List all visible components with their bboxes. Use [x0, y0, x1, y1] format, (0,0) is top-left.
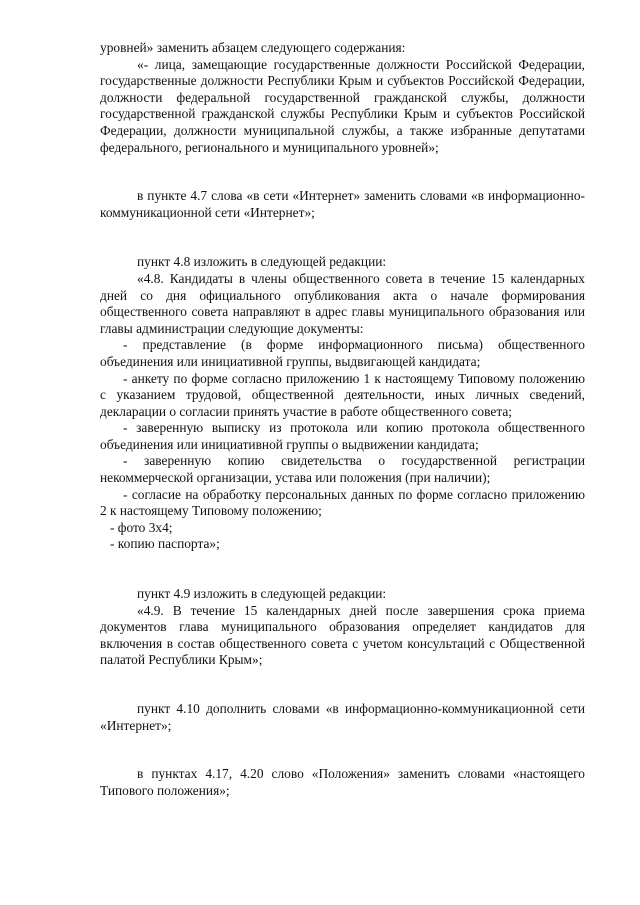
paragraph-gap: [100, 553, 585, 586]
list-item-document: - анкету по форме согласно приложению 1 к настоящему Типовому положению с указанием трудовой, общественной деятельности, иных личных сведений, декларации о согласии принять участие в работе общественного совета;: [100, 370, 585, 419]
paragraph-item-4-8-quote: «4.8. Кандидаты в члены общественного совета в течение 15 календарных дней со дня официального опубликования акта о начале формирования общественного совета направляют в адрес главы муниципального образования или главы администрации следующие документы:: [100, 270, 585, 336]
list-item-document: - представление (в форме информационного письма) общественного объединения или инициативной группы, выдвигающей кандидата;: [100, 337, 585, 369]
paragraph-quote-officials: «- лица, замещающие государственные должности Российской Федерации, государственные должности Республики Крым и субъектов Российской Федерации, должности федеральной государственной гражданской службы, должности государственной гражданской службы Республики Крым и субъектов Российской Федерации, должности муниципальной службы, а также избранные депутатами федерального, регионального и муниципального уровней»;: [100, 56, 585, 155]
paragraph-item-4-9-intro: пункт 4.9 изложить в следующей редакции:: [137, 586, 387, 602]
paragraph-gap: [100, 669, 585, 701]
list-item-document: - заверенную выписку из протокола или копию протокола общественного объединения или инициативной группы о выдвижении кандидата;: [100, 420, 585, 452]
list-item-document: - заверенную копию свидетельства о государственной регистрации некоммерческой организации, устава или положения (при наличии);: [100, 453, 585, 486]
list-item-document: - копию паспорта»;: [110, 536, 220, 552]
paragraph-gap: [100, 734, 585, 766]
paragraph-item-4-7: в пункте 4.7 слова «в сети «Интернет» заменить словами «в информационно-коммуникационной сети «Интернет»;: [100, 188, 585, 220]
paragraph-intro-line: уровней» заменить абзацем следующего содержания:: [100, 40, 406, 55]
list-item-document: - фото 3х4;: [110, 519, 173, 535]
document-body: [100, 40, 585, 799]
paragraph-item-4-17-4-20: в пунктах 4.17, 4.20 слово «Положения» заменить словами «настоящего Типового положения»;: [100, 766, 585, 798]
paragraph-item-4-9-quote: «4.9. В течение 15 календарных дней после завершения срока приема документов глава муниципального образования определяет кандидатов для включения в состав общественного совета с учетом консультаций с Общественной палатой Республики Крым»;: [100, 602, 585, 668]
paragraph-gap: [100, 156, 585, 188]
paragraph-item-4-8-intro: пункт 4.8 изложить в следующей редакции:: [137, 254, 387, 270]
paragraph-item-4-10: пункт 4.10 дополнить словами «в информационно-коммуникационной сети «Интернет»;: [100, 701, 585, 733]
list-item-document: - согласие на обработку персональных данных по форме согласно приложению 2 к настоящему Типовому положению;: [100, 486, 585, 519]
paragraph-gap: [100, 221, 585, 254]
